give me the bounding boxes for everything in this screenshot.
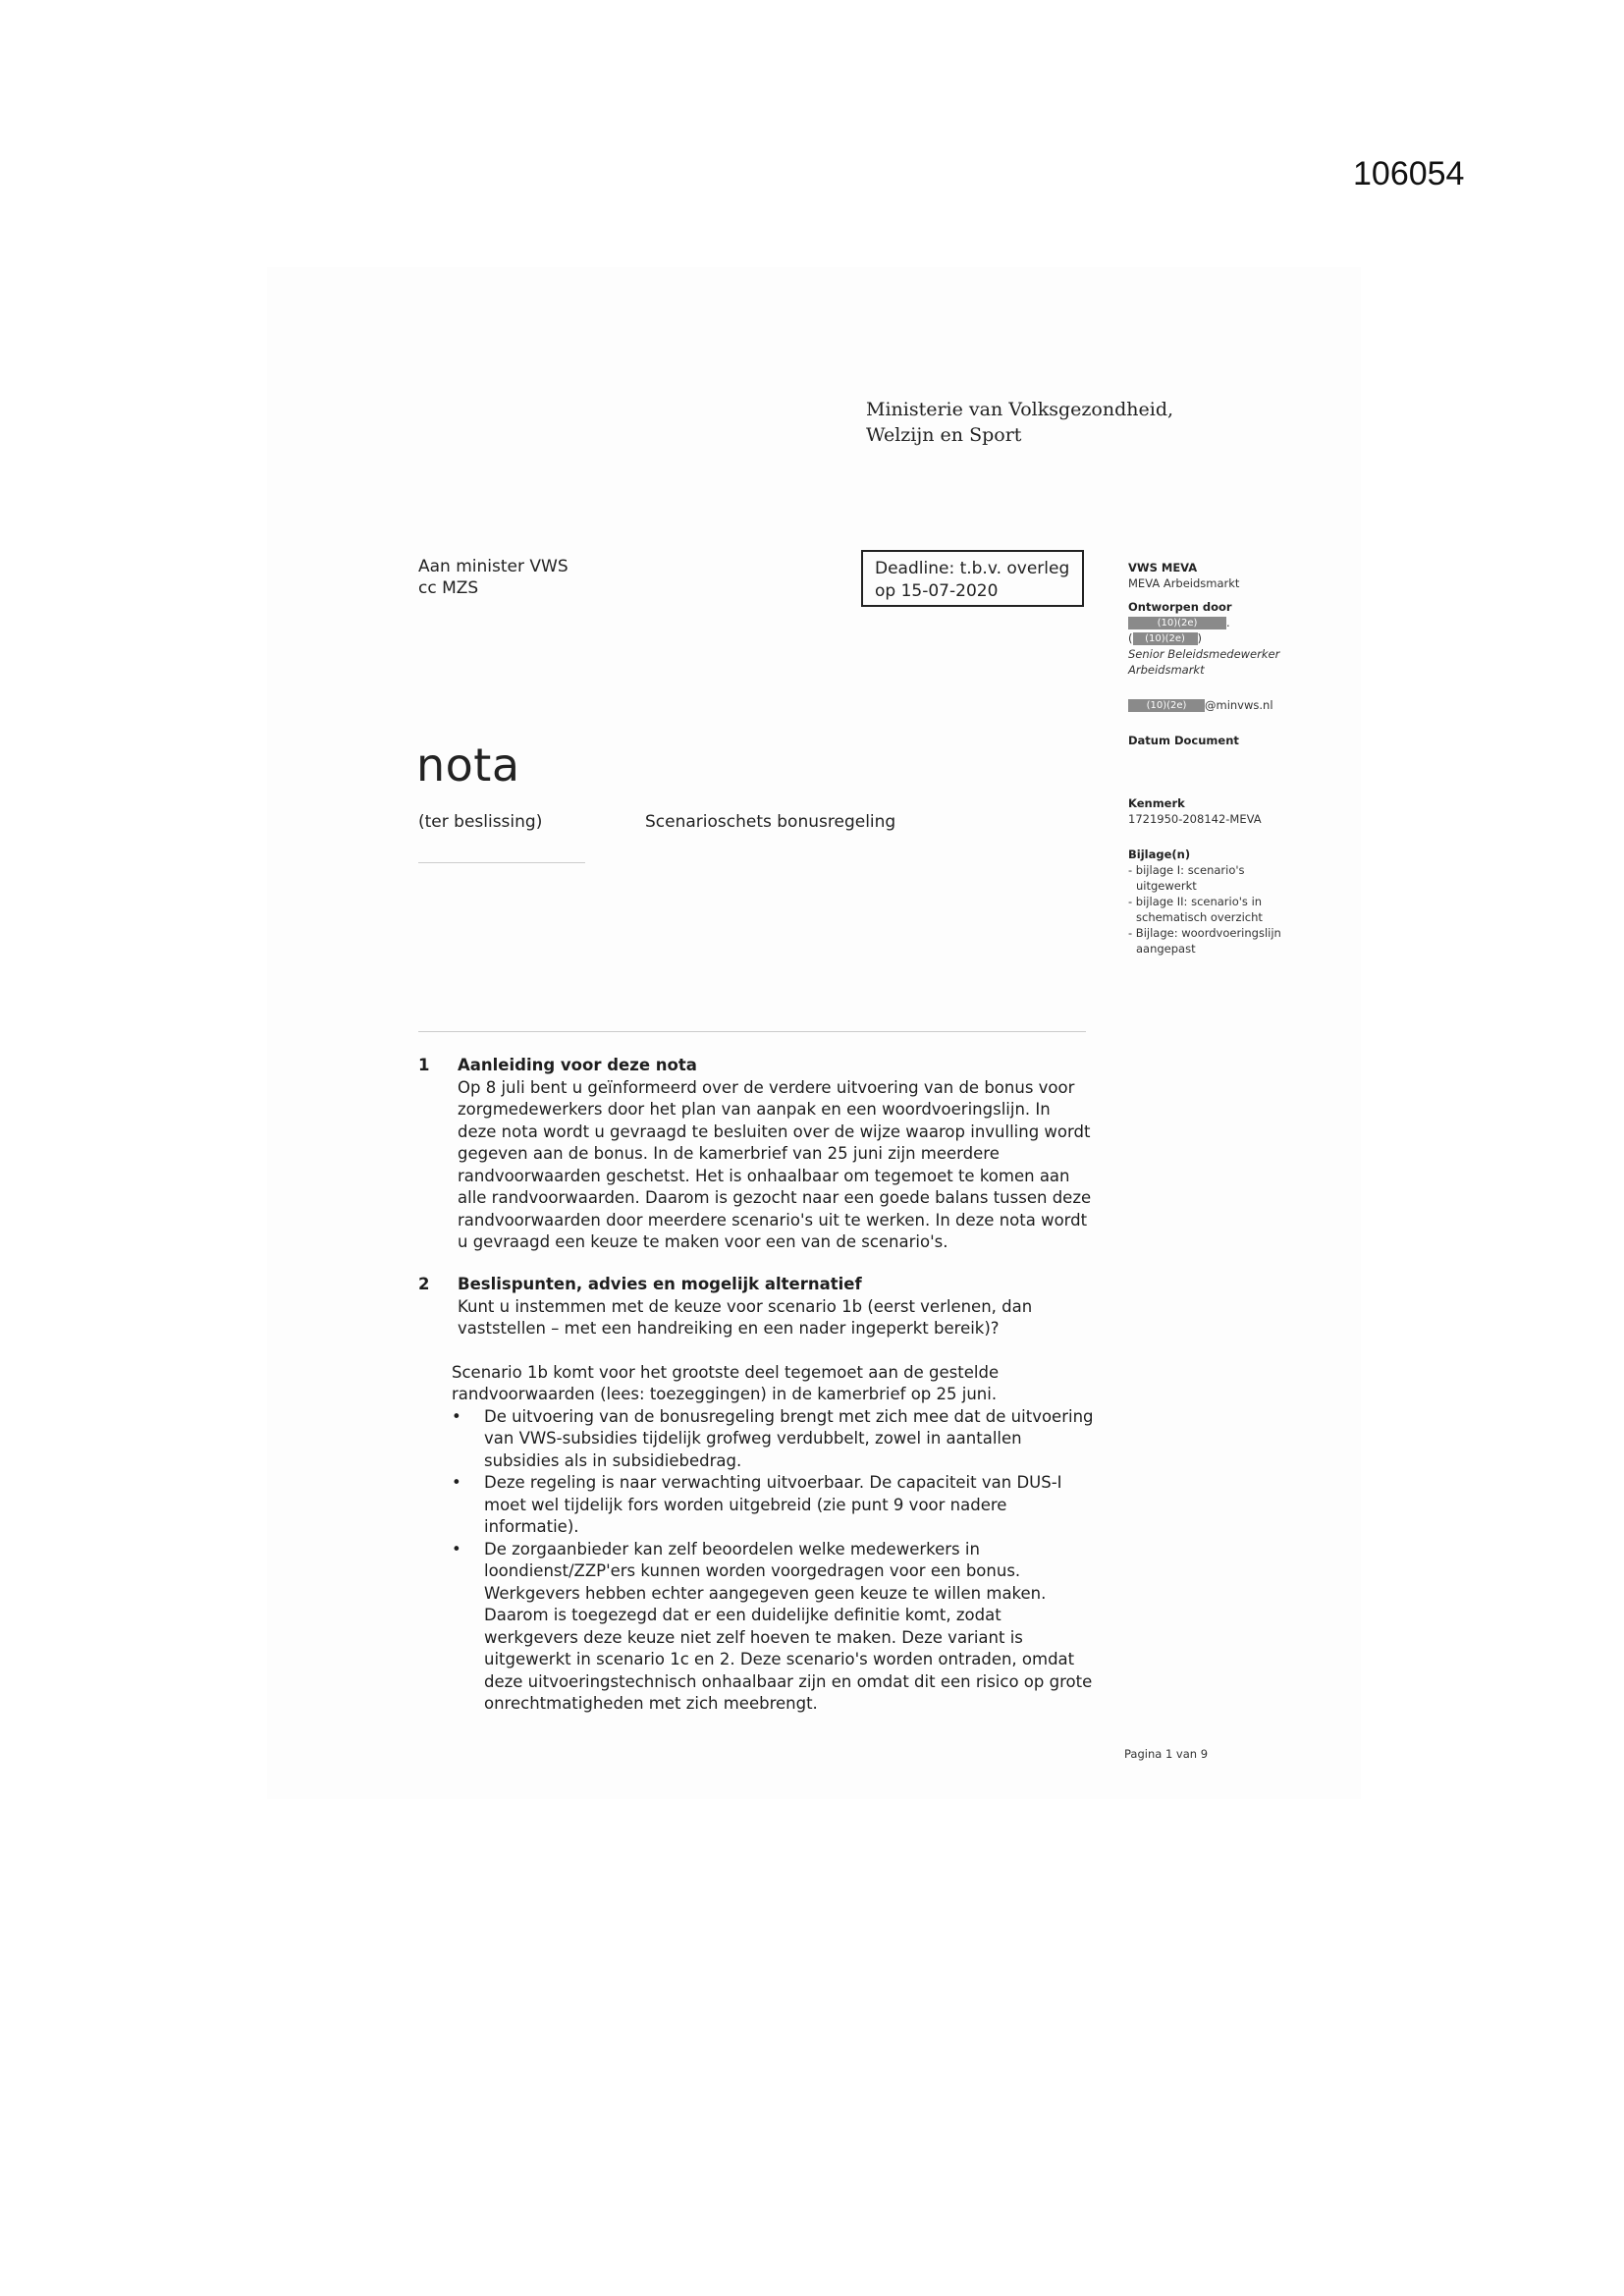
ministry-logo-text [866,397,1173,448]
bullet-line: moet wel tijdelijk fors worden uitgebreid (zie punt 9 voor nadere [484,1495,1007,1514]
bullet-line: Daarom is toegezegd dat er een duidelijke definitie komt, zodat [484,1606,1001,1624]
redaction-block: (10)(2e) [1128,699,1205,712]
section-line: u gevraagd een keuze te maken voor een van de scenario's. [458,1232,948,1251]
intro-paragraph [452,1362,1139,1406]
page-number: Pagina 1 van 9 [1124,1747,1209,1761]
bullet-line: • De uitvoering van de bonusregeling brengt met zich mee dat de uitvoering [484,1406,1094,1426]
question-line: Kunt u instemmen met de keuze voor scenario 1b (eerst verlenen, dan [458,1296,1033,1316]
sidebar-dept-sub: MEVA Arbeidsmarkt [1128,576,1240,590]
sidebar-drafted-by-label: Ontworpen door [1128,600,1232,614]
bullet-list [418,1406,1141,1716]
attachments-list [1128,862,1325,957]
deadline-box [861,550,1084,607]
intro-line: Scenario 1b komt voor het grootste deel tegemoet aan de gestelde [452,1362,1000,1382]
redaction-block: (10)(2e) [1133,632,1198,645]
section-line: alle randvoorwaarden. Daarom is gezocht naar een goede balans tussen deze [458,1188,1092,1207]
document-id: 106054 [1353,155,1465,192]
section-heading: Aanleiding voor deze nota [458,1056,697,1074]
attachment-item: - bijlage II: scenario's in [1128,895,1263,908]
section-number: 2 [418,1275,430,1293]
section-line: randvoorwaarden door meerdere scenario's uit te werken. In deze nota wordt [458,1210,1088,1230]
bullet-line: loondienst/ZZP'ers kunnen worden voorgedragen voor een bonus. [484,1561,1021,1580]
intro-line: randvoorwaarden (lees: toezeggingen) in de kamerbrief op 25 juni. [452,1385,998,1403]
divider [418,862,585,863]
sidebar-ref-value: 1721950-208142-MEVA [1128,812,1262,826]
sidebar-date-label: Datum Document [1128,734,1239,747]
deadline-line-1: Deadline: t.b.v. overleg [875,559,1070,578]
attachment-item-cont: schematisch overzicht [1136,910,1263,924]
sidebar-dept: VWS MEVA [1128,561,1198,574]
email-domain: @minvws.nl [1205,698,1273,712]
section-heading: Beslispunten, advies en mogelijk alternatief [458,1275,862,1293]
sidebar-attachments-label: Bijlage(n) [1128,847,1191,861]
bullet-line: informatie). [484,1517,579,1536]
document-subject: Scenarioschets bonusregeling [645,812,896,832]
section-line: Op 8 juli bent u geïnformeerd over de verdere uitvoering van de bonus voor [458,1077,1075,1097]
ministry-line-2: Welzijn en Sport [866,424,1022,446]
bullet-line: Werkgevers hebben echter aangegeven geen keuze te willen maken. [484,1583,1047,1603]
bullet-line: deze uitvoeringstechnisch onhaalbaar zijn en omdat dit een risico op grote [484,1671,1093,1691]
bullet-line: subsidies als in subsidiebedrag. [484,1450,742,1470]
list-item [452,1406,1141,1473]
section-line: gegeven aan de bonus. In de kamerbrief van 25 juni zijn meerdere [458,1144,1000,1163]
document-purpose: (ter beslissing) [418,812,543,832]
attachment-item: - bijlage I: scenario's [1128,863,1245,877]
question-line: vaststellen – met een handreiking en een nader ingeperkt bereik)? [458,1319,1000,1338]
bullet-line: onrechtmatigheden met zich meebrengt. [484,1694,818,1713]
section-2 [418,1274,1141,1716]
recipient-block [418,556,568,599]
bullet-line: • Deze regeling is naar verwachting uitvoerbaar. De capaciteit van DUS-I [484,1473,1062,1492]
bullet-line: werkgevers deze keuze niet zelf hoeven te maken. Deze variant is [484,1627,1023,1647]
attachment-item: - Bijlage: woordvoeringslijn [1128,926,1281,940]
attachment-item-cont: aangepast [1136,942,1196,956]
section-line: randvoorwaarden geschetst. Het is onhaalbaar om tegemoet te komen aan [458,1166,1070,1185]
section-line: zorgmedewerkers door het plan van aanpak en een woordvoeringslijn. In [458,1100,1051,1119]
sidebar-email [1128,697,1325,713]
bullet-line: van VWS-subsidies tijdelijk grofweg verdubbelt, zowel in aantallen [484,1429,1022,1448]
deadline-line-2: op 15-07-2020 [875,581,999,601]
sidebar-redacted-phone: ( (10)(2e) ) [1128,631,1202,645]
section-number: 1 [418,1056,430,1074]
sidebar-ref-label: Kenmerk [1128,796,1185,810]
attachment-item-cont: uitgewerkt [1136,879,1197,893]
document-title: nota [416,738,520,792]
sidebar-role-2: Arbeidsmarkt [1128,663,1205,677]
section-line: deze nota wordt u gevraagd te besluiten over de wijze waarop invulling wordt [458,1121,1091,1141]
redaction-block: (10)(2e) [1128,617,1226,629]
list-item [452,1539,1141,1716]
bullet-line: uitgewerkt in scenario 1c en 2. Deze scenario's worden ontraden, omdat [484,1650,1075,1668]
bullet-line: • De zorgaanbieder kan zelf beoordelen welke medewerkers in [484,1539,980,1558]
sidebar-redacted-name: (10)(2e) . [1128,615,1325,630]
ministry-line-1: Ministerie van Volksgezondheid, [866,399,1174,420]
sidebar-role-1: Senior Beleidsmedewerker [1128,647,1280,661]
list-item [452,1472,1141,1539]
recipient-cc: cc MZS [418,578,479,598]
section-1 [418,1055,1141,1254]
recipient-to: Aan minister VWS [418,557,568,576]
sidebar-metadata [1128,560,1325,957]
divider [418,1031,1086,1032]
